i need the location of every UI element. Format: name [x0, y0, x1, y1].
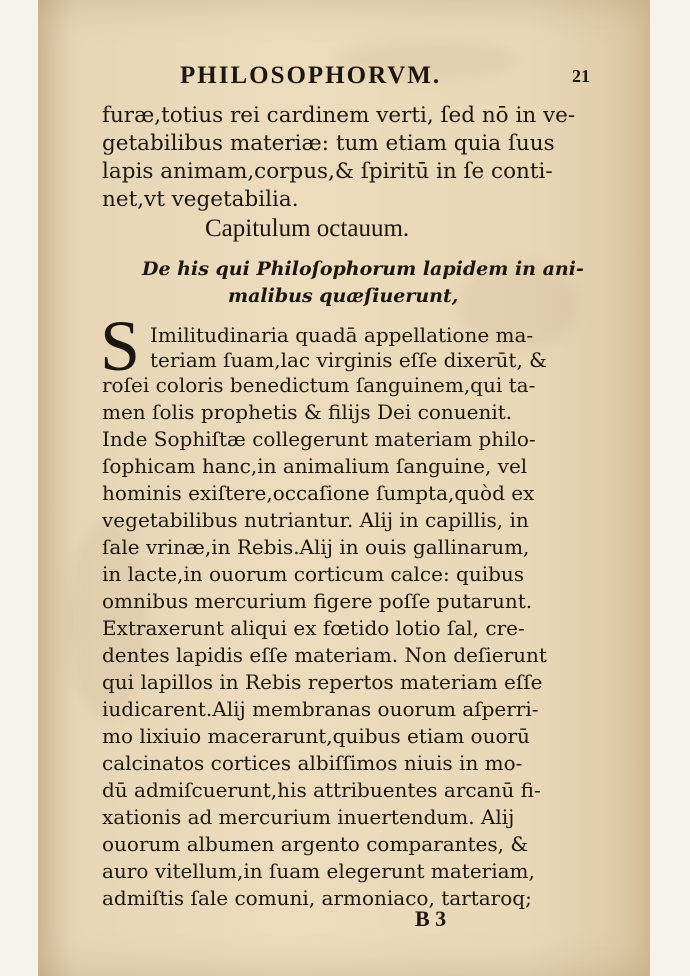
body-line: dentes lapidis eſſe materiam. Non deſierunt: [102, 643, 547, 667]
body-line: Imilitudinaria quadā appellatione ma-: [150, 323, 534, 347]
body-line: teriam ſuam,lac virginis eſſe dixerūt, &: [150, 348, 547, 372]
body-line: calcinatos cortices albiſſimos niuis in mo-: [102, 751, 523, 775]
text-line: lapis animam,corpus,& ſpiritū in ſe conti-: [102, 159, 553, 184]
page-number: 21: [572, 66, 590, 86]
body-line: ſophicam hanc,in animalium ſanguine, vel: [102, 454, 528, 478]
body-line: vegetabilibus nutriantur. Alij in capillis, in: [102, 508, 529, 532]
body-line: iudicarent.Alij membranas ouorum aſperri-: [102, 697, 539, 721]
body-line: admiſtis ſale comuni, armoniaco, tartaroq;: [102, 886, 532, 910]
body-line: Extraxerunt aliqui ex fœtido lotio ſal, cre-: [102, 616, 525, 640]
body-line: omnibus mercurium figere poſſe putarunt.: [102, 589, 533, 613]
body-line: men ſolis prophetis & filijs Dei conuenit.: [102, 400, 513, 424]
body-line: dū admiſcuerunt,his attribuentes arcanū fi-: [102, 778, 541, 802]
body-line: ouorum albumen argento comparantes, &: [102, 832, 529, 856]
chapter-title: Capitulum octauum.: [205, 215, 410, 242]
text-line: getabilibus materiæ: tum etiam quia ſuus: [102, 131, 555, 156]
body-line: auro vitellum,in ſuam elegerunt materiam,: [102, 859, 535, 883]
body-line: qui lapillos in Rebis repertos materiam eſſe: [102, 670, 543, 694]
signature-mark: B 3: [415, 906, 447, 931]
body-line: xationis ad mercurium inuertendum. Alij: [102, 805, 515, 829]
running-title: PHILOSOPHORVM.: [180, 62, 442, 89]
text-line: furæ,totius rei cardinem verti, ſed nō in ve-: [102, 103, 576, 128]
chapter-subtitle: malibus quæſiuerunt,: [228, 285, 459, 307]
body-line: hominis exiſtere,occaſione ſumpta,quòd ex: [102, 481, 535, 505]
body-line: roſei coloris benedictum ſanguinem,qui ta-: [102, 373, 536, 397]
text-line: net,vt vegetabilia.: [102, 187, 299, 212]
drop-cap: S: [100, 306, 141, 386]
body-line: in lacte,in ouorum corticum calce: quibus: [102, 562, 525, 586]
body-line: mo lixiuio macerarunt,quibus etiam ouorū: [102, 724, 530, 748]
body-line: Inde Sophiſtæ collegerunt materiam philo-: [102, 427, 536, 451]
chapter-subtitle: De his qui Philoſophorum lapidem in ani-: [142, 258, 584, 280]
body-line: ſale vrinæ,in Rebis.Alij in ouis gallinarum,: [102, 535, 530, 559]
